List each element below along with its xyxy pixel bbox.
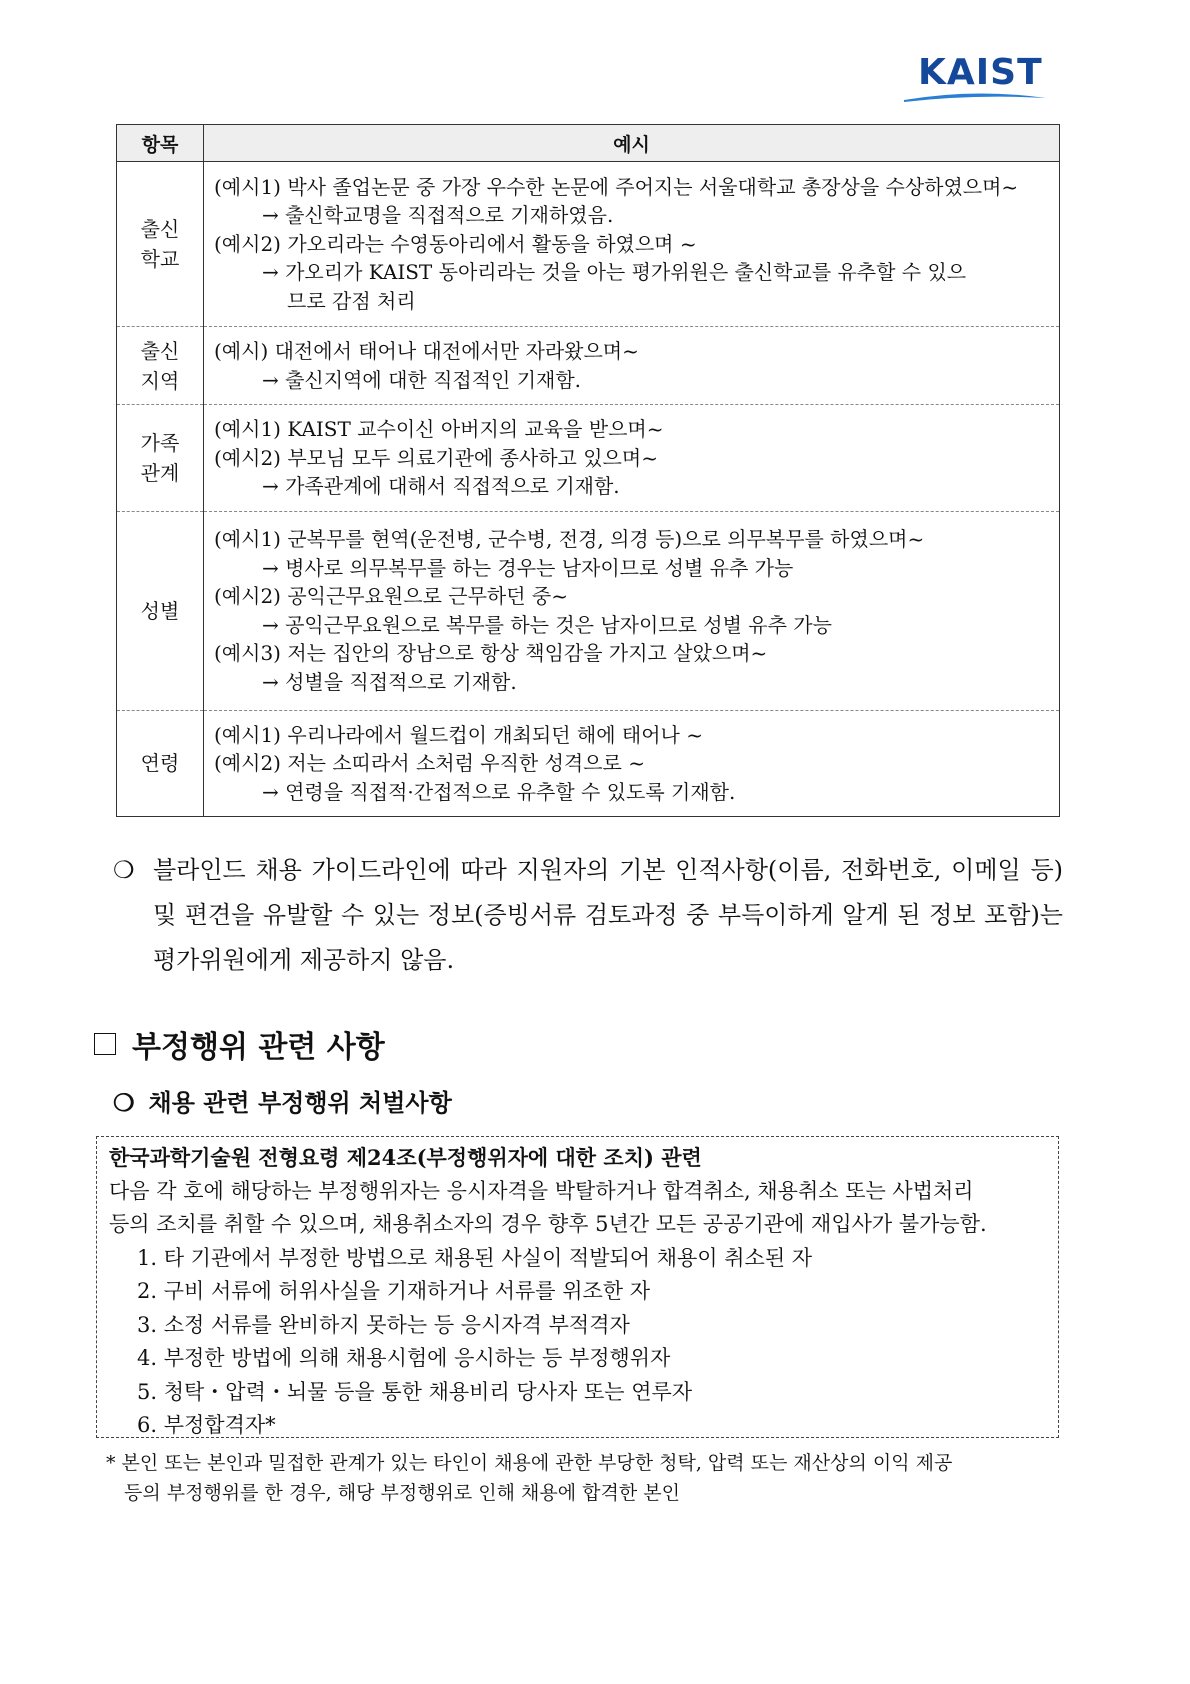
example-line: (예시2) 부모님 모두 의료기관에 종사하고 있으며~ <box>214 445 658 470</box>
footnote-line: 등의 부정행위를 한 경우, 해당 부정행위로 인해 채용에 합격한 본인 <box>124 1482 680 1504</box>
row-examples <box>204 162 1060 327</box>
footnote <box>106 1448 1060 1508</box>
example-line: 므로 감점 처리 <box>287 288 416 313</box>
example-line: → 공익근무요원으로 복무를 하는 것은 남자이므로 성별 유추 가능 <box>262 612 832 637</box>
rules-item: 4. 부정한 방법에 의해 채용시험에 응시하는 등 부정행위자 <box>137 1346 671 1370</box>
row-category <box>117 162 204 327</box>
row-examples <box>204 327 1060 405</box>
row-examples <box>204 405 1060 512</box>
example-line: (예시3) 저는 집안의 장남으로 항상 책임감을 가지고 살았으며~ <box>214 641 768 665</box>
row-category <box>117 511 204 710</box>
row-category <box>117 327 204 405</box>
row-examples <box>204 511 1060 710</box>
example-line: (예시2) 공익근무요원으로 근무하던 중~ <box>214 584 568 608</box>
header-category: 항목 <box>117 125 204 162</box>
section-heading <box>94 1022 385 1066</box>
example-line: (예시1) 우리나라에서 월드컵이 개최되던 해에 태어나 ~ <box>214 722 703 747</box>
example-line: (예시2) 저는 소띠라서 소처럼 우직한 성격으로 ~ <box>214 751 645 775</box>
example-line: → 출신학교명을 직접적으로 기재하였음. <box>262 203 614 228</box>
rules-item: 2. 구비 서류에 허위사실을 기재하거나 서류를 위조한 자 <box>137 1279 651 1303</box>
example-line: → 가오리가 KAIST 동아리라는 것을 아는 평가위원은 출신학교를 유추할 수 있으 <box>262 260 967 285</box>
example-line: (예시1) KAIST 교수이신 아버지의 교육을 받으며~ <box>214 417 664 441</box>
rules-line: 다음 각 호에 해당하는 부정행위자는 응시자격을 박탈하거나 합격취소, 채용취소 또는 사법처리 <box>109 1178 974 1203</box>
examples-table <box>116 124 1060 817</box>
rules-item: 5. 청탁・압력・뇌물 등을 통한 채용비리 당사자 또는 연루자 <box>137 1379 693 1404</box>
circle-bullet-icon: ❍ <box>113 856 135 884</box>
penalty-rules-box <box>96 1136 1059 1438</box>
rules-item: 3. 소정 서류를 완비하지 못하는 등 응시자격 부적격자 <box>137 1312 630 1337</box>
category-label: 성별 <box>140 598 180 623</box>
example-line: → 연령을 직접적·간접적으로 유추할 수 있도록 기재함. <box>262 779 736 804</box>
example-line: (예시1) 박사 졸업논문 중 가장 우수한 논문에 주어지는 서울대학교 총장상을 수상하였으며~ <box>214 174 1019 199</box>
example-line: → 성별을 직접적으로 기재함. <box>262 669 517 694</box>
rules-item: 6. 부정합격자* <box>137 1413 276 1437</box>
category-label: 관계 <box>140 460 180 485</box>
example-line: (예시1) 군복무를 현역(운전병, 군수병, 전경, 의경 등)으로 의무복무를 하였으며~ <box>214 527 925 551</box>
header-example: 예시 <box>204 125 1060 162</box>
table-header-row <box>117 125 1060 162</box>
section-title: 부정행위 관련 사항 <box>132 1030 385 1065</box>
category-label: 학교 <box>140 247 180 271</box>
category-label: 출신 <box>140 217 180 241</box>
category-label: 가족 <box>140 430 180 455</box>
circle-bullet-icon: ❍ <box>113 1088 135 1117</box>
blind-hiring-paragraph <box>113 848 1063 983</box>
example-line: → 가족관계에 대해서 직접적으로 기재함. <box>262 474 620 498</box>
example-line: → 병사로 의무복무를 하는 경우는 남자이므로 성별 유추 가능 <box>262 555 794 580</box>
rules-line: 등의 조치를 취할 수 있으며, 채용취소자의 경우 향후 5년간 모든 공공기관에 재입사가 불가능함. <box>109 1212 987 1236</box>
footnote-line: * 본인 또는 본인과 밀접한 관계가 있는 타인이 채용에 관한 부당한 청탁, 압력 또는 재산상의 이익 제공 <box>106 1452 953 1474</box>
example-line: → 출신지역에 대한 직접적인 기재함. <box>262 367 582 392</box>
rules-item: 1. 타 기관에서 부정한 방법으로 채용된 사실이 적발되어 채용이 취소된 자 <box>137 1245 813 1270</box>
rules-title: 한국과학기술원 전형요령 제24조(부정행위자에 대한 조치) 관련 <box>109 1145 702 1170</box>
paragraph-text: 블라인드 채용 가이드라인에 따라 지원자의 기본 인적사항(이름, 전화번호, 이메일 등) 및 편견을 유발할 수 있는 정보(증빙서류 검토과정 중 부득이하게 알게 된 정보 포함)는 평가위원에게 제공하지 않음. <box>153 856 1063 974</box>
table-row <box>117 405 1060 512</box>
category-label: 연령 <box>140 751 180 776</box>
category-label: 지역 <box>140 368 180 393</box>
table-row <box>117 327 1060 405</box>
table-row <box>117 710 1060 817</box>
example-line: (예시) 대전에서 태어나 대전에서만 자라왔으며~ <box>214 339 639 363</box>
subsection-title: 채용 관련 부정행위 처벌사항 <box>148 1088 452 1117</box>
logo-text: KAIST <box>918 52 1043 93</box>
row-category <box>117 710 204 817</box>
table-row <box>117 511 1060 710</box>
square-bullet-icon <box>94 1033 116 1055</box>
category-label: 출신 <box>140 338 180 363</box>
logo-swoosh-icon <box>900 90 1050 106</box>
kaist-logo <box>900 50 1050 110</box>
subsection-heading <box>113 1083 452 1118</box>
table-row <box>117 162 1060 327</box>
example-line: (예시2) 가오리라는 수영동아리에서 활동을 하였으며 ~ <box>214 231 697 256</box>
row-category <box>117 405 204 512</box>
row-examples <box>204 710 1060 817</box>
